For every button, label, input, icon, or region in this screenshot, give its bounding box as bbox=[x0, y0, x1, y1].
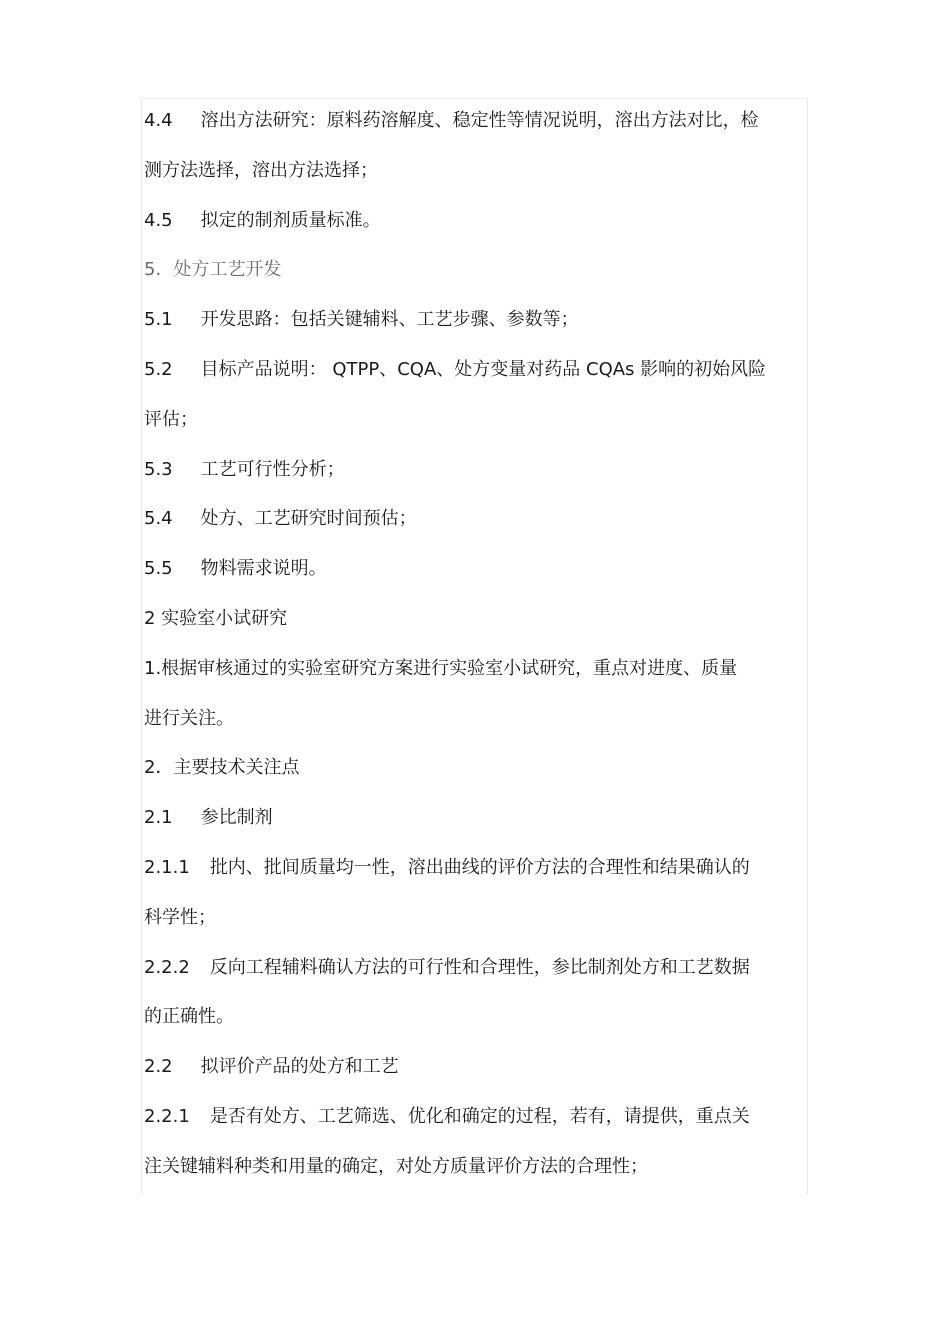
section-number: 2.1 bbox=[144, 807, 173, 829]
text-line-continuation bbox=[144, 146, 808, 196]
text-line-5-5 bbox=[144, 544, 808, 594]
section-number: 5.2 bbox=[144, 358, 173, 380]
line-text: 溶出方法研究：原料药溶解度、稳定性等情况说明，溶出方法对比，检 bbox=[200, 110, 759, 131]
line-text: 目标产品说明： QTPP、CQA、处方变量对药品 CQAs 影响的初始风险 bbox=[200, 358, 767, 380]
section-number: 2.2 bbox=[144, 1056, 173, 1078]
line-text: 注关键辅料种类和用量的确定，对处方质量评价方法的合理性； bbox=[144, 1155, 648, 1177]
line-text: 反向工程辅料确认方法的可行性和合理性，参比制剂处方和工艺数据 bbox=[209, 956, 750, 978]
text-line-2-1 bbox=[144, 793, 808, 843]
text-line-continuation bbox=[144, 694, 808, 744]
section-number: 5.1 bbox=[144, 309, 173, 331]
line-text: 开发思路：包括关键辅料、工艺步骤、参数等； bbox=[200, 309, 579, 331]
section-number: 5.4 bbox=[144, 508, 173, 530]
line-text: 参比制剂 bbox=[200, 807, 273, 829]
text-line-continuation bbox=[144, 1142, 808, 1192]
line-text: 测方法选择，溶出方法选择； bbox=[144, 159, 378, 181]
line-text: 科学性； bbox=[144, 906, 216, 928]
text-line-continuation bbox=[144, 992, 808, 1042]
line-text: 2 实验室小试研究 bbox=[144, 607, 288, 629]
section-number: 2.2.1 bbox=[144, 1105, 190, 1127]
text-line-2-2 bbox=[144, 1042, 808, 1092]
section-number: 5.5 bbox=[144, 558, 173, 580]
text-line-5-3 bbox=[144, 445, 808, 495]
line-text: 是否有处方、工艺筛选、优化和确定的过程，若有，请提供，重点关 bbox=[209, 1105, 750, 1127]
section-number: 2.2.2 bbox=[144, 956, 190, 978]
line-text: 工艺可行性分析； bbox=[200, 458, 345, 480]
text-line-5-4 bbox=[144, 494, 808, 544]
text-line-1 bbox=[144, 644, 808, 694]
section-number: 2.1.1 bbox=[144, 856, 190, 878]
text-line-continuation bbox=[144, 395, 808, 445]
section-number: 4.4 bbox=[144, 110, 173, 131]
line-text: 的正确性。 bbox=[144, 1006, 234, 1028]
document-body bbox=[144, 96, 808, 1192]
line-text: 5．处方工艺开发 bbox=[144, 259, 282, 281]
text-line-2-2-2 bbox=[144, 943, 808, 993]
line-text: 批内、批间质量均一性，溶出曲线的评价方法的合理性和结果确认的 bbox=[209, 856, 750, 878]
text-line-5-2 bbox=[144, 345, 808, 395]
text-line-2-2-1 bbox=[144, 1092, 808, 1142]
line-text: 评估； bbox=[144, 408, 198, 430]
text-line-2 bbox=[144, 743, 808, 793]
text-line-continuation bbox=[144, 893, 808, 943]
section-number: 5.3 bbox=[144, 458, 173, 480]
line-text: 2．主要技术关注点 bbox=[144, 757, 300, 779]
line-text: 物料需求说明。 bbox=[200, 558, 327, 580]
text-line-4-5 bbox=[144, 196, 808, 246]
text-line-2-1-1 bbox=[144, 843, 808, 893]
line-text: 拟评价产品的处方和工艺 bbox=[200, 1056, 399, 1078]
line-text: 1.根据审核通过的实验室研究方案进行实验室小试研究，重点对进度、质量 bbox=[144, 657, 738, 679]
section-heading-5 bbox=[144, 245, 808, 295]
section-number: 4.5 bbox=[144, 209, 173, 231]
text-line-4-4 bbox=[144, 96, 808, 146]
line-text: 拟定的制剂质量标准。 bbox=[200, 209, 381, 231]
line-text: 进行关注。 bbox=[144, 707, 234, 729]
text-line-5-1 bbox=[144, 295, 808, 345]
section-heading-2 bbox=[144, 594, 808, 644]
line-text: 处方、工艺研究时间预估； bbox=[200, 508, 417, 530]
